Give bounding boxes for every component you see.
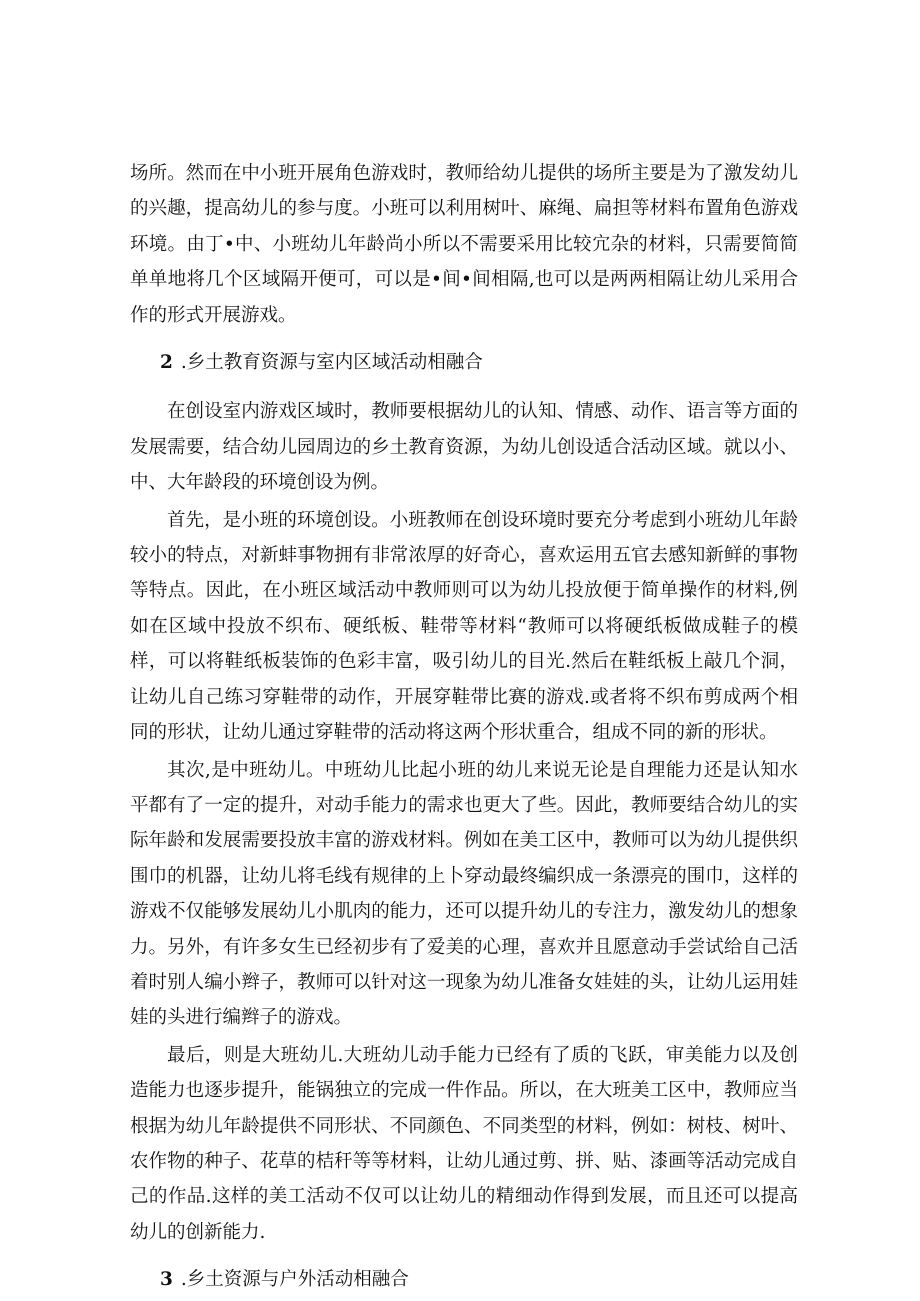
paragraph-large-class: 最后，则是大班幼儿.大班幼儿动手能力已经有了质的飞跃，审美能力以及创造能力也逐步提升，能锅独立的完成一件作品。所以，在大班美工区中，教师应当根据为幼儿年龄提供不同形状、不同颜色、不同类型的材料，例如：树枝、树叶、农作物的种子、花草的桔秆等等材料，让幼儿通过剪、拼、贴、漆画等活动完成自己的作品.这样的美工活动不仅可以让幼儿的精细动作得到发展，而且还可以提高幼儿的创新能力. [130, 1044, 798, 1243]
section-heading-3 [130, 1262, 798, 1297]
section-number-2: 2 [160, 352, 173, 374]
paragraph-continuation: 场所。然而在中小班开展角色游戏时，教师给幼儿提供的场所主要是为了激发幼儿的兴趣，提高幼儿的参与度。小班可以利用树叶、麻绳、扁担等材料布置角色游戏环境。由丁•中、小班幼儿年龄尚小所以不需要采用比较宂杂的材料，只需要简简单单地将几个区域隔开便可，可以是•间•间相隔,也可以是两两相隔让幼儿采用合作的形式开展游戏。 [130, 163, 798, 326]
paragraph-small-class: 首先，是小班的环境创设。小班教师在创设环境时要充分考虑到小班幼儿年龄较小的特点，对新蚌事物拥有非常浓厚的好奇心，喜欢运用五官去感知新鲜的事物等特点。因此，在小班区域活动中教师则可以为幼儿投放便于简单操作的材料,例如在区域中投放不织布、硬纸板、鞋带等材料“教师可以将硬纸板做成鞋子的模样，可以将鞋纸板装饰的色彩丰富，吸引幼儿的目光.然后在鞋纸板上敲几个洞，让幼儿自己练习穿鞋带的动作，开展穿鞋带比赛的游戏.或者将不织布剪成两个相同的形状，让幼儿通过穿鞋带的活动将这两个形状重合，组成不同的新的形状。 [130, 509, 798, 744]
section-heading-2 [130, 345, 798, 380]
paragraph-intro: 在创设室内游戏区域时，教师要根据幼儿的认知、情感、动作、语言等方面的发展需要，结合幼儿园周边的乡土教育资源，为幼儿创设适合活动区域。就以小、中、大年龄段的环境创设为例。 [130, 401, 798, 494]
section-title-2: .乡土教育资源与室内区域活动相融合 [180, 352, 483, 374]
document-body [130, 156, 798, 1298]
paragraph-middle-class: 其次,是中班幼儿。中班幼儿比起小班的幼儿来说无论是自理能力还是认知水平都有了一定的提升，对动手能力的需求也更大了些。因此，教师要结合幼儿的实际年龄和发展需要投放丰富的游戏材料。例如在美工区中，教师可以为幼儿提供织围巾的机器，让幼儿将毛线有规律的上卜穿动最终编织成一条漂亮的围巾，这样的游戏不仅能够发展幼儿小肌肉的能力，还可以提升幼儿的专注力，激发幼儿的想象力。另外，有许多女生已经初步有了爱美的心理，喜欢并且愿意动手尝试给自己活着时别人编小辫子，教师可以针对这一现象为幼儿准备女娃娃的头，让幼儿运用娃娃的头进行编辫子的游戏。 [130, 759, 798, 1029]
section-number-3: 3 [160, 1269, 173, 1291]
section-title-3: .乡土资源与户外活动相融合 [180, 1269, 409, 1291]
